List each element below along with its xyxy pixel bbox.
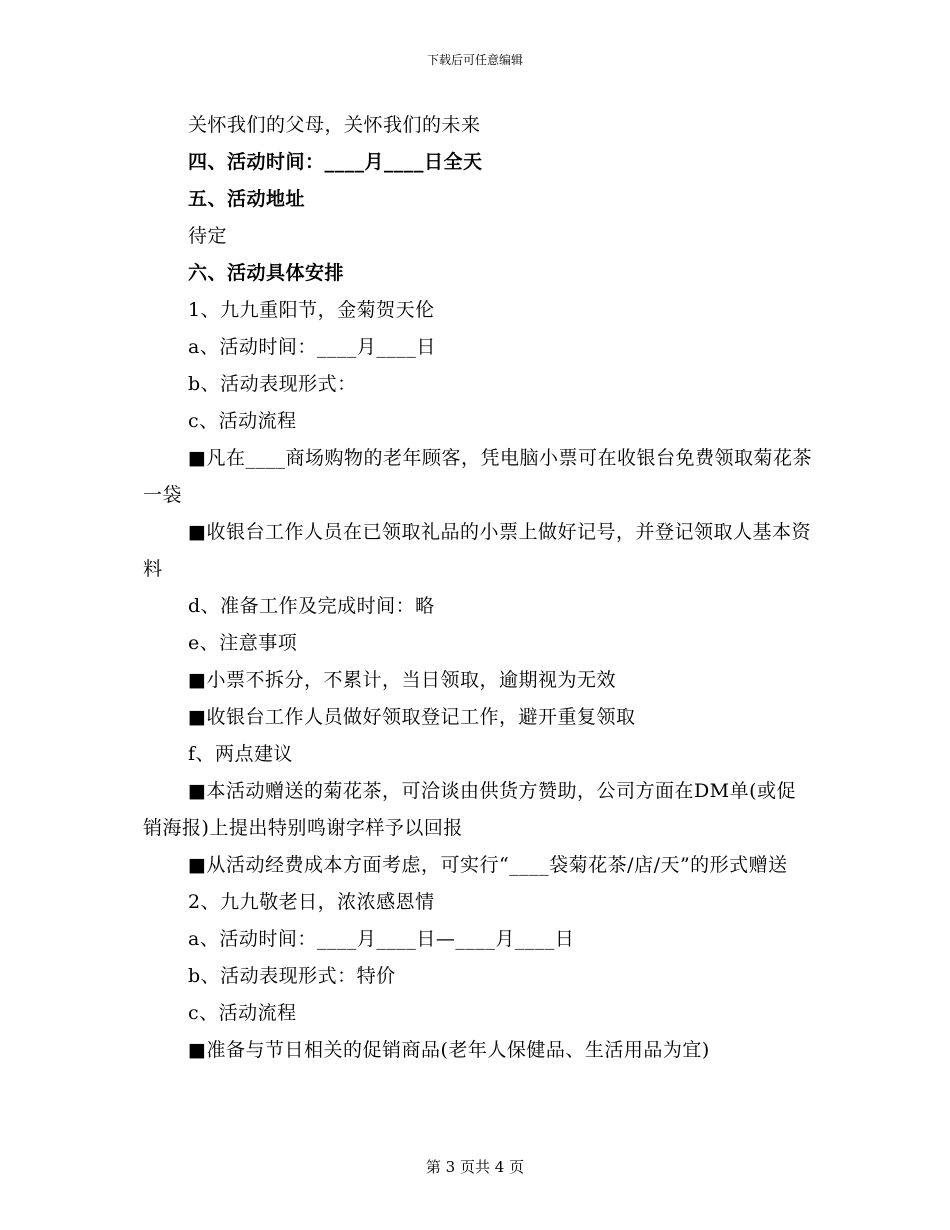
bullet-paragraph: ■收银台工作人员在已领取礼品的小票上做好记号，并登记领取人基本资料 bbox=[143, 521, 811, 580]
paragraph: d、准备工作及完成时间：略 bbox=[188, 595, 435, 617]
bullet-paragraph: ■收银台工作人员做好领取登记工作，避开重复领取 bbox=[188, 706, 636, 728]
bullet-paragraph: ■本活动赠送的菊花茶，可洽谈由供货方赞助，公司方面在DM单(或促销海报)上提出特别鸣谢字样予以回报 bbox=[143, 780, 797, 839]
paragraph: 2、九九敬老日，浓浓感恩情 bbox=[188, 891, 435, 913]
paragraph: b、活动表现形式： bbox=[188, 373, 357, 395]
page-header: 下载后可任意编辑 bbox=[426, 53, 523, 67]
bullet-paragraph: ■凡在____商场购物的老年顾客，凭电脑小票可在收银台免费领取菊花茶一袋 bbox=[143, 447, 812, 506]
section-heading: 六、活动具体安排 bbox=[188, 262, 345, 284]
document-body bbox=[143, 107, 813, 1069]
paragraph: f、两点建议 bbox=[188, 743, 294, 765]
paragraph: 待定 bbox=[188, 225, 228, 247]
bullet-paragraph: ■准备与节日相关的促销商品(老年人保健品、生活用品为宜) bbox=[188, 1039, 710, 1061]
paragraph: a、活动时间：____月____日—____月____日 bbox=[188, 928, 575, 950]
bullet-paragraph: ■从活动经费成本方面考虑，可实行“____袋菊花茶/店/天”的形式赠送 bbox=[188, 854, 788, 876]
section-heading: 五、活动地址 bbox=[188, 188, 306, 210]
paragraph: e、注意事项 bbox=[188, 632, 298, 654]
paragraph: 关怀我们的父母，关怀我们的未来 bbox=[188, 114, 481, 136]
paragraph: b、活动表现形式：特价 bbox=[188, 965, 396, 987]
paragraph: c、活动流程 bbox=[188, 410, 297, 432]
bullet-paragraph: ■小票不拆分，不累计，当日领取，逾期视为无效 bbox=[188, 669, 616, 691]
section-heading: 四、活动时间：____月____日全天 bbox=[188, 151, 483, 173]
paragraph: 1、九九重阳节，金菊贺天伦 bbox=[188, 299, 435, 321]
paragraph: c、活动流程 bbox=[188, 1002, 297, 1024]
paragraph: a、活动时间：____月____日 bbox=[188, 336, 436, 358]
page-footer: 第 3 页共 4 页 bbox=[425, 1158, 525, 1176]
